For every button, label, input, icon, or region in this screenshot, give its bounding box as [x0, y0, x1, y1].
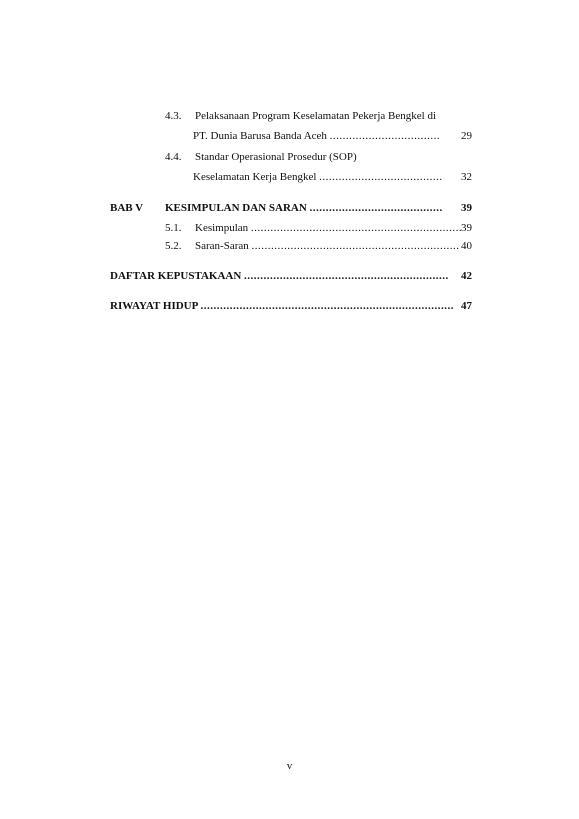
toc-entry-title: Pelaksanaan Program Keselamatan Pekerja Bengkel di: [195, 110, 437, 122]
toc-entry-title-continued: Keselamatan Kerja Bengkel: [193, 171, 317, 183]
toc-section-title: RIWAYAT HIDUP: [110, 300, 198, 312]
toc-chapter-label: BAB V: [110, 202, 144, 214]
toc-entry-4-3-line2: [193, 130, 440, 143]
toc-entry-5-2: [165, 240, 460, 253]
toc-entry-5-1: [165, 222, 462, 235]
toc-bibliography: [110, 270, 449, 283]
toc-page-number: 47: [461, 300, 472, 312]
toc-page-number: 42: [461, 270, 472, 282]
toc-dot-leader: ..................................: [329, 130, 441, 142]
toc-entry-title: Saran-Saran: [195, 240, 249, 252]
toc-curriculum-vitae: [110, 300, 454, 313]
toc-entry-number: 5.2.: [165, 240, 182, 252]
toc-dot-leader: ..............................................................................: [200, 300, 454, 312]
toc-entry-title: Kesimpulan: [195, 222, 249, 234]
toc-dot-leader: .................................................................: [250, 222, 463, 234]
toc-page-number: 39: [461, 222, 472, 234]
toc-entry-number: 4.4.: [165, 151, 182, 163]
toc-entry-title: Standar Operasional Prosedur (SOP): [195, 151, 357, 163]
toc-dot-leader: ................................................................: [251, 240, 460, 252]
toc-chapter-title: KESIMPULAN DAN SARAN: [165, 202, 307, 214]
toc-page-number: 39: [461, 202, 472, 214]
toc-entry-title-continued: PT. Dunia Barusa Banda Aceh: [193, 130, 327, 142]
toc-chapter-5: [165, 202, 443, 215]
toc-entry-4-4-line2: [193, 171, 443, 184]
toc-entry-number: 4.3.: [165, 110, 182, 122]
toc-page-number: 29: [461, 130, 472, 142]
page-footer-number: v: [286, 760, 293, 772]
toc-dot-leader: ......................................: [319, 171, 443, 183]
toc-dot-leader: .........................................: [309, 202, 443, 214]
toc-dot-leader: ...............................................................: [244, 270, 449, 282]
toc-section-title: DAFTAR KEPUSTAKAAN: [110, 270, 242, 282]
toc-entry-number: 5.1.: [165, 222, 182, 234]
toc-page-number: 32: [461, 171, 472, 183]
toc-page-number: 40: [461, 240, 472, 252]
toc-entry-4-4-line1: [165, 151, 357, 164]
toc-entry-4-3-line1: [165, 110, 436, 123]
